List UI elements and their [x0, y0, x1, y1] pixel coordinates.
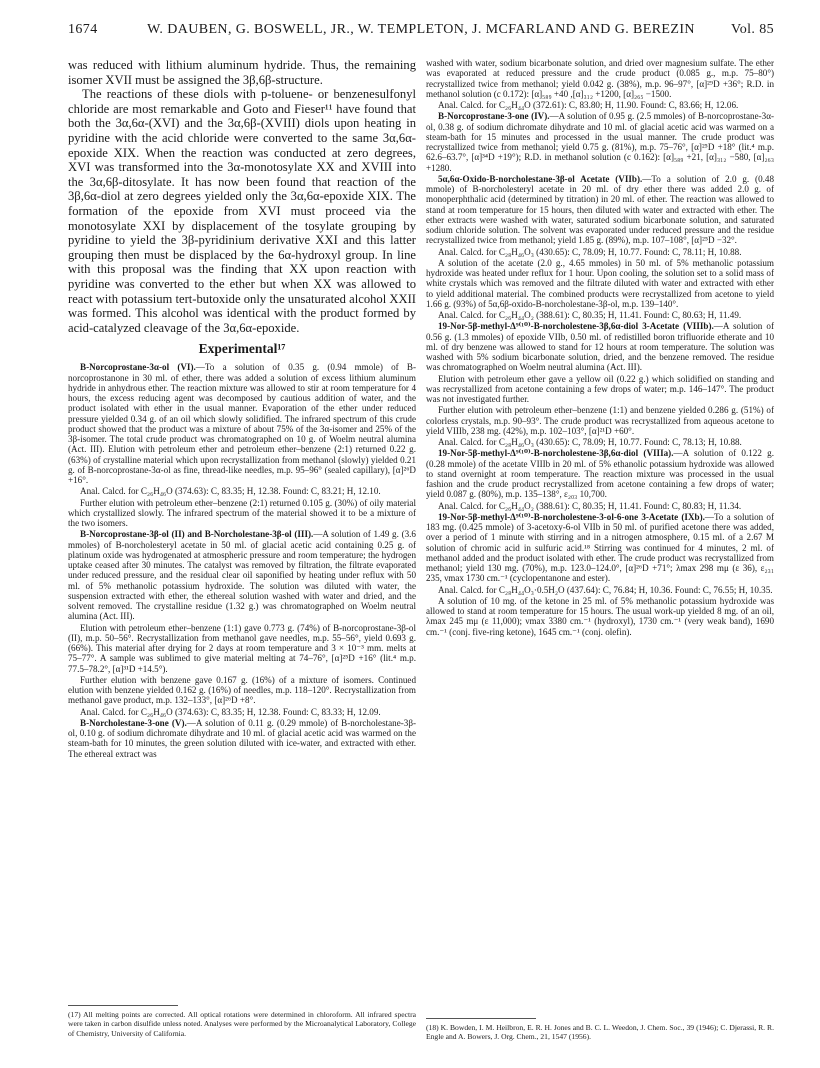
compound-title: 19-Nor-5β-methyl-Δ⁹⁽¹⁰⁾-B-norcholestene-3β,6α-diol 3-Acetate (VIIIb).: [438, 321, 714, 332]
compound-title: B-Norcoprostane-3-one (IV).: [438, 111, 550, 122]
paragraph: washed with water, sodium bicarbonate solution, and dried over magnesium sulfate. The ether was evaporated at reduced pressure and the crude product (0.085 g., m.p. 75–80°) recrystallized twice from methanol; yield 0.042 g. (38%), m.p. 96–97°, [α]²⁹D +36°; R.D. in methanol solution (c 0.172): [α]₅₈₉ +40 ,[α]₃₁₂ +1200, [α]₂₆₅ −1500.: [426, 58, 774, 99]
analysis: Anal. Calcd. for C₂₆H₄₄O₂ (388.61): C, 80.35; H, 11.41. Found: C, 80.83; H, 11.34.: [438, 500, 742, 511]
analysis: Anal. Calcd. for C₂₆H₄₆O (374.63): C, 83.35; H, 12.38. Found: C, 83.33; H, 12.09.: [80, 706, 381, 717]
analysis: Anal. Calcd. for C₂₈H₄₆O₃ (430.65): C, 78.09; H, 10.77. Found: C, 78.11; H, 10.88.: [438, 246, 742, 257]
procedure: 19-Nor-5β-methyl-Δ⁹⁽¹⁰⁾-B-norcholestene-3-ol-6-one 3-Acetate (IXb).—To a solution of 183 mg. (0.425 mmole) of 3-acetoxy-6-ol VIIb in 50 ml. of purified acetone there was added, over a period of 1 minute with stirring and in a nitrogen atmosphere, 0.15 ml. of a 2.67 M solution of chromic acid in sulfuric acid.¹⁸ Stirring was continued for 4 minutes, 2 ml. of methanol added and the product isolated with ether. The crude product was recrystallized from methanol; yield 130 mg. (70%), m.p. 123.0–124.0°, [α]²⁶D +71°; λmax 298 mμ (ε 36), ε₂₃₁ 235, νmax 1730 cm.⁻¹ (cyclopentanone and ester).: [426, 511, 774, 584]
analysis: Anal. Calcd. for C₂₆H₄₄O (372.61): C, 83.80; H, 11.90. Found: C, 83.66; H, 12.06.: [438, 100, 739, 110]
procedure: B-Norcoprostane-3β-ol (II) and B-Norcholestane-3β-ol (III).—A solution of 1.49 g. (3.6 mmoles) of B-norcholesteryl acetate in 50 ml. of glacial acetic acid containing 0.25 g. of platinum oxide was hydrogenated at atmospheric pressure and room temperature; the hydrogen uptake ceased after 30 minutes. The catalyst was removed by filtration, the filtrate evaporated under reduced pressure, and the residual clear oil saponified by heating under reflux with 50 ml. of 5% methanolic potassium hydroxide. The solution was diluted with water, the suspension extracted with ether, the ethereal solution washed with water and dried, and the solvent removed. The crystalline residue (1.32 g.) was chromatographed on Woelm neutral alumina (Act. III).: [68, 529, 416, 622]
procedure: 5α,6α-Oxido-B-norcholestane-3β-ol Acetate (VIIb).—To a solution of 2.0 g. (0.48 mmole) of B-norcholesteryl acetate in 20 ml. of dry ether there was added 2.0 g. of monoperphthalic acid (determined by titration) in 20 ml. of ether. The reaction was allowed to stand at room temperature for 15 hours, then diluted with water and extracted with ether. The ether extracts were washed with water, saturated sodium bicarbonate solution, and saturated sodium chloride solution. The solvent was evaporated under reduced pressure and the residue recrystallized twice from methanol; yield 1.85 g. (89%), m.p. 107–108°, [α]²⁵D −32°.: [426, 173, 775, 246]
paragraph: was reduced with lithium aluminum hydride. Thus, the remaining isomer XVII must be assigned the 3β,6β-structure.: [68, 58, 416, 87]
analysis: Anal. Calcd. for C₂₆H₄₆O (374.63): C, 83.35; H, 12.38. Found: C, 83.21; H, 12.10.: [80, 486, 381, 497]
footnote-rule: [426, 1018, 536, 1019]
procedure: B-Norcoprostane-3α-ol (VI).—To a solution of 0.35 g. (0.94 mmole) of B-norcoprostanone in 30 ml. of ether, there was added a solution of excess lithium aluminum hydride in anhydrous ether. The reaction mixture was allowed to stir at room temperature for 4 hours, the excess reducing agent was decomposed by cautious addition of water, and the product isolated with ether in the usual manner. Evaporation of the ether under reduced pressure yielded 0.34 g. of an oil which slowly solidified. The infrared spectrum of this crude product showed that the product was a mixture of about 75% of the 3α-isomer and 25% of the 3β-isomer. The total crude product was chromatographed on 10 g. of Woelm neutral alumina (Act. III). Elution with petroleum ether and petroleum ether–benzene (2:1) returned 0.22 g. (63%) of crystalline material which upon recrystallization from methanol (slowly) yielded 0.21 g. of B-norcoprostane-3α-ol as fine, thread-like needles, m.p. 95–96° (sealed capillary), [α]²⁶D +16°.: [68, 362, 416, 486]
paragraph: Elution with petroleum ether–benzene (1:1) gave 0.773 g. (74%) of B-norcoprostane-3β-ol (II), m.p. 50–56°. Recrystallization from methanol gave needles, m.p. 55–56°, yield 0.693 g. (66%). This material after drying for 2 days at room temperature and 3 × 10⁻³ mm. melts at 75–77°. A sample was sublimed to give material melting at 74–76°, [α]²⁵D +16° (lit.⁴ m.p. 77.5–78.2°, [α]³¹D +14.5°).: [68, 622, 416, 674]
compound-title: B-Norcholestane-3-one (V).: [80, 717, 187, 728]
compound-title: B-Norcoprostane-3α-ol (VI).: [80, 362, 196, 373]
footnote-18: (18) K. Bowden, I. M. Heilbron, E. R. H. Jones and B. C. L. Weedon, J. Chem. Soc., 39 (1946); C. Djerassi, R. R. Engle and A. Bowers, J. Org. Chem., 21, 1547 (1956).: [426, 1023, 774, 1042]
section-heading: Experimental¹⁷: [198, 341, 286, 357]
paragraph: Further elution with petroleum ether–benzene (2:1) returned 0.105 g. (30%) of oily material which crystallized slowly. The infrared spectrum of the material showed it to be a mixture of the two isomers.: [68, 497, 416, 529]
procedure: 19-Nor-5β-methyl-Δ⁹⁽¹⁰⁾-B-norcholestene-3β,6α-diol (VIIIa).—A solution of 0.122 g. (0.28 mmole) of the acetate VIIIb in 20 ml. of 5% ethanolic potassium hydroxide was allowed to stand overnight at room temperature. The reaction mixture was processed in the usual fashion and the crude product recrystallized from acetone containing a few drops of water; yield 0.087 g. (80%), m.p. 135–138°, ε₂₀₃ 10,700.: [426, 448, 775, 500]
compound-title: 19-Nor-5β-methyl-Δ⁹⁽¹⁰⁾-B-norcholestene-3-ol-6-one 3-Acetate (IXb).: [438, 511, 705, 522]
footnote-17: (17) All melting points are corrected. All optical rotations were determined in chloroform. All infrared spectra were taken in carbon disulfide unless noted. Analyses were performed by the Microanalytical Laboratory, College of Chemistry, University of California.: [68, 1010, 416, 1038]
procedure: B-Norcholestane-3-one (V).—A solution of 0.11 g. (0.29 mmole) of B-norcholestane-3β-ol, 0.10 g. of sodium dichromate dihydrate and 10 ml. of glacial acetic acid was warmed on the steam-bath for 10 minutes, the green solution diluted with ice-water, and extracted with ether. The ethereal extract was: [68, 717, 416, 759]
compound-title: 5α,6α-Oxido-B-norcholestane-3β-ol Acetate (VIIb).: [438, 173, 643, 184]
analysis: Anal. Calcd. for C₂₈H₄₄O₃·0.5H₂O (437.64): C, 76.84; H, 10.36. Found: C, 76.55; H, 10.35.: [438, 584, 773, 595]
analysis: Anal. Calcd. for C₂₆H₄₄O₂ (388.61): C, 80.35; H, 11.41. Found: C, 80.63; H, 11.49.: [438, 310, 742, 320]
procedure: B-Norcoprostane-3-one (IV).—A solution of 0.95 g. (2.5 mmoles) of B-norcoprostane-3α-ol, 0.38 g. of sodium dichromate dihydrate and 10 ml. of glacial acetic acid was warmed on a steam-bath for 15 minutes and processed in the usual manner. The crude product was recrystallized twice from methanol; yield 0.75 g. (81%), m.p. 75–76°, [α]²⁵D +18° (lit.⁴ m.p. 62.6–63.7°, [α]³⁴D +19°); R.D. in methanol solution (c 0.162): [α]₅₈₉ +21, [α]₃₁₂ −580, [α]₂₆₃ +1280.: [426, 111, 774, 173]
footnote-rule: [68, 1005, 178, 1006]
analysis: Anal. Calcd. for C₂₈H₄₆O₃ (430.65): C, 78.09; H, 10.77. Found: C, 78.13; H, 10.88.: [438, 437, 742, 447]
page-number: 1674: [68, 22, 98, 37]
paragraph: A solution of 10 mg. of the ketone in 25 ml. of 5% methanolic potassium hydroxide was allowed to stand at room temperature for 15 hours. The usual work-up yielded 8 mg. of an oil, λmax 245 mμ (ε 11,000); νmax 3380 cm.⁻¹ (hydroxyl), 1730 cm.⁻¹ (very weak band), 1690 cm.⁻¹ (conj. five-ring ketone), 1645 cm.⁻¹ (conj. olefin).: [426, 595, 774, 637]
compound-title: 19-Nor-5β-methyl-Δ⁹⁽¹⁰⁾-B-norcholestene-3β,6α-diol (VIIIa).: [438, 448, 674, 459]
compound-title: B-Norcoprostane-3β-ol (II) and B-Norcholestane-3β-ol (III).: [80, 529, 314, 540]
procedure: 19-Nor-5β-methyl-Δ⁹⁽¹⁰⁾-B-norcholestene-3β,6α-diol 3-Acetate (VIIIb).—A solution of 0.56 g. (1.3 mmoles) of epoxide VIIb, 0.50 ml. of redistilled boron trifluoride etherate and 10 ml. of dry benzene was allowed to stand for 12 hours at room temperature. The solution was washed with 5% sodium bicarbonate solution, dried, and the benzene removed. The residue was chromatographed on Woelm neutral alumina (Act. III).: [426, 321, 775, 373]
right-column: [426, 58, 774, 638]
paragraph: Further elution with benzene gave 0.167 g. (16%) of a mixture of isomers. Continued elution with benzene yielded 0.162 g. (16%) of needles, m.p. 118–120°. Recrystallization from methanol gave product, m.p. 132–133°, [α]²⁶D +8°.: [68, 674, 416, 706]
running-header: [68, 22, 774, 42]
paragraph: Elution with petroleum ether gave a yellow oil (0.22 g.) which solidified on standing and was recrystallized from acetone containing a few drops of water; m.p. 146–147°. The product was not investigated further.: [426, 373, 774, 404]
paragraph: The reactions of these diols with p-toluene- or benzenesulfonyl chloride are most remarkable and Goto and Fieser¹¹ have found that both the 3α,6α-(XVI) and the 3α,6β-(XVIII) diols upon heating in pyridine with the acid chloride were converted to the same 3α,6α-epoxide XIX. When the reaction was conducted at zero degrees, XVI was transformed into the 3α-monotosylate XX and XVIII into the 3α,6β-ditosylate. It has now been found that reaction of the 3β,6α-diol at zero degrees yielded only the 3α,6α-epoxide XIX. The formation of the epoxide from XVI must proceed via the monotosylate XXI by displacement of the tosylate grouping by pyridine to yield the 3β-pyridinium derivative XXI and this latter grouping then must be displaced by the 6α-hydroxyl group. In line with this proposal was the finding that XX upon reaction with pyridine was converted to the ether but when XX was allowed to react with potassium tert-butoxide only the unsaturated alcohol XXII was formed. This alcohol was identical with the product formed by acid-catalyzed cleavage of the 3α,6α-epoxide.: [68, 87, 416, 335]
volume-label: Vol. 85: [731, 22, 774, 37]
paragraph: A solution of the acetate (2.0 g., 4.65 mmoles) in 50 ml. of 5% methanolic potassium hydroxide was heated under reflux for 1 hour. Upon cooling, the solution set to a solid mass of white crystals which was removed and the filtrate diluted with water and extracted with ether to yield additional material. The combined products were recrystallized from acetone to yield 1.66 g. (93%) of 5α,6β-oxido-B-norcholestane-3β-ol, m.p. 139–140°.: [426, 257, 774, 309]
paragraph: Further elution with petroleum ether–benzene (1:1) and benzene yielded 0.286 g. (51%) of colorless crystals, m.p. 90–93°. The crude product was recrystallized from aqueous acetone to yield VIIIb, 238 mg. (42%), m.p. 102–103°, [α]²¹D +60°.: [426, 405, 774, 436]
left-column: [68, 58, 416, 760]
running-authors: W. DAUBEN, G. BOSWELL, JR., W. TEMPLETON, J. MCFARLAND AND G. BEREZIN: [147, 22, 695, 37]
